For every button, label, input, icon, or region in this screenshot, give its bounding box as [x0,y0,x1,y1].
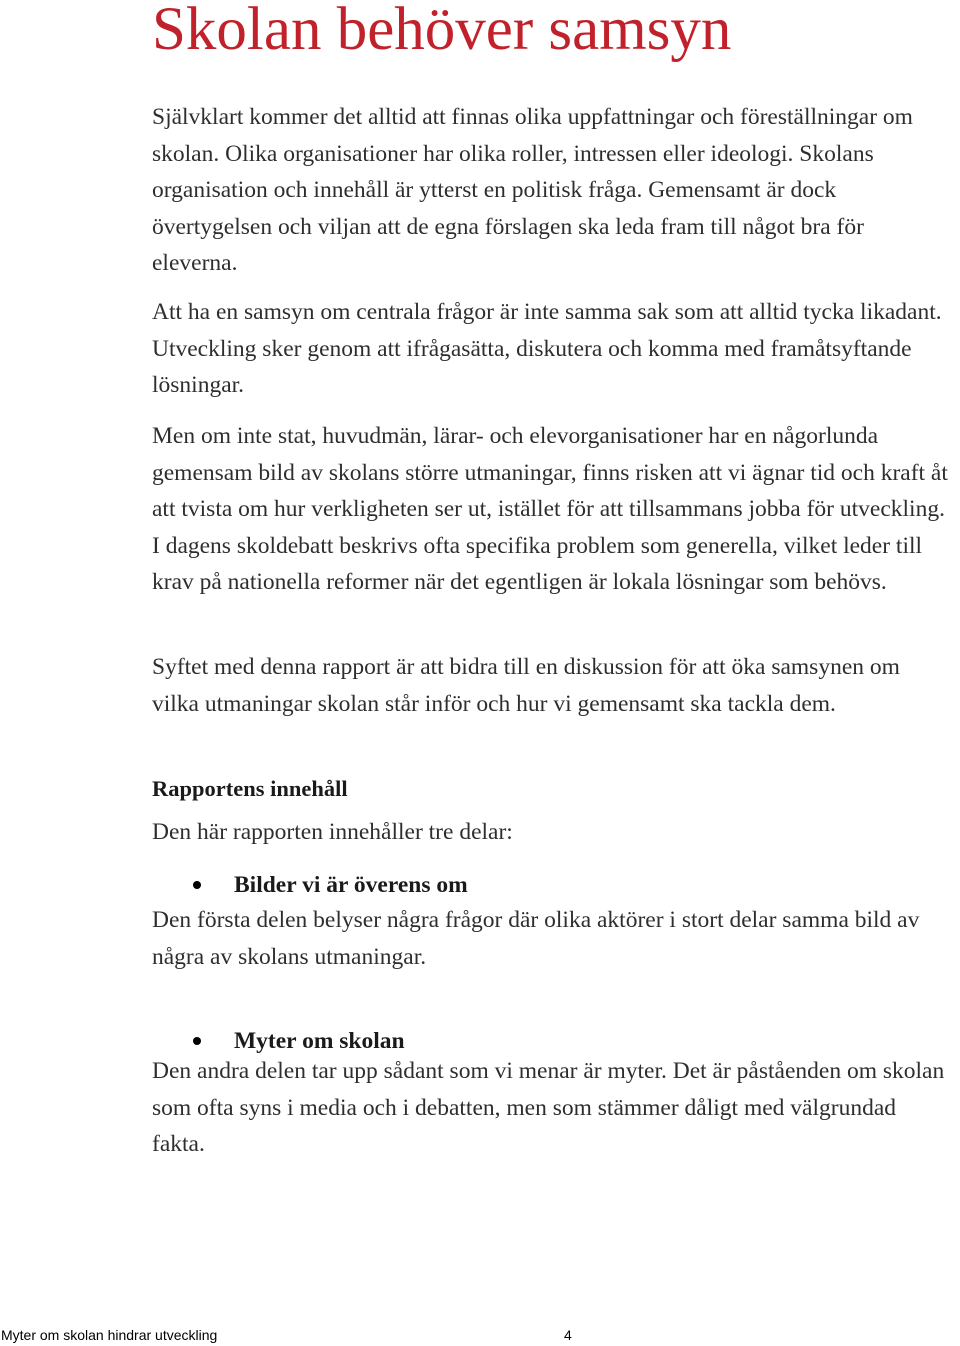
page-footer [0,1326,960,1346]
contents-intro: Den här rapporten innehåller tre delar: [152,819,513,845]
part-2-title: Myter om skolan [234,1028,405,1054]
part-1-title: Bilder vi är överens om [234,872,468,898]
intro-paragraph: Självklart kommer det alltid att finnas olika uppfattningar och föreställningar om skolan. Olika organisationer har olika roller, intressen eller ideologi. Skolans organisation och innehåll är ytterst en politisk fråga. Gemensamt är dock övertygelsen och viljan att de egna förslagen ska leda fram till något bra för eleverna. [152,104,913,276]
page-title: Skolan behöver samsyn [152,0,732,63]
bullet-icon [193,881,201,889]
risk-paragraph: Men om inte stat, huvudmän, lärar- och elevorganisationer har en någorlunda gemensam bild av skolans större utmaningar, finns risken att vi ägnar tid och kraft åt att tvista om hur verkligheten ser ut, istället för att tillsammans jobba för utveckling. I dagens skoldebatt beskrivs ofta specifika problem som generella, vilket leder till krav på nationella reformer när det egentligen är lokala lösningar som behövs. [152,423,948,595]
samsyn-paragraph: Att ha en samsyn om centrala frågor är inte samma sak som att alltid tycka likadant. Utveckling sker genom att ifrågasätta, diskutera och komma med framåtsyftande lösningar. [152,299,942,398]
contents-heading: Rapportens innehåll [152,776,348,801]
footer-document-title: Myter om skolan hindrar utveckling [1,1327,218,1343]
part-1-description: Den första delen belyser några frågor där olika aktörer i stort delar samma bild av några av skolans utmaningar. [152,907,920,970]
footer-page-number: 4 [564,1327,572,1343]
part-2-description: Den andra delen tar upp sådant som vi menar är myter. Det är påståenden om skolan som ofta syns i media och i debatten, men som stämmer dåligt med välgrundad fakta. [152,1058,945,1157]
bullet-icon [193,1037,201,1045]
purpose-paragraph: Syftet med denna rapport är att bidra till en diskussion för att öka samsynen om vilka utmaningar skolan står inför och hur vi gemensamt ska tackla dem. [152,654,900,717]
